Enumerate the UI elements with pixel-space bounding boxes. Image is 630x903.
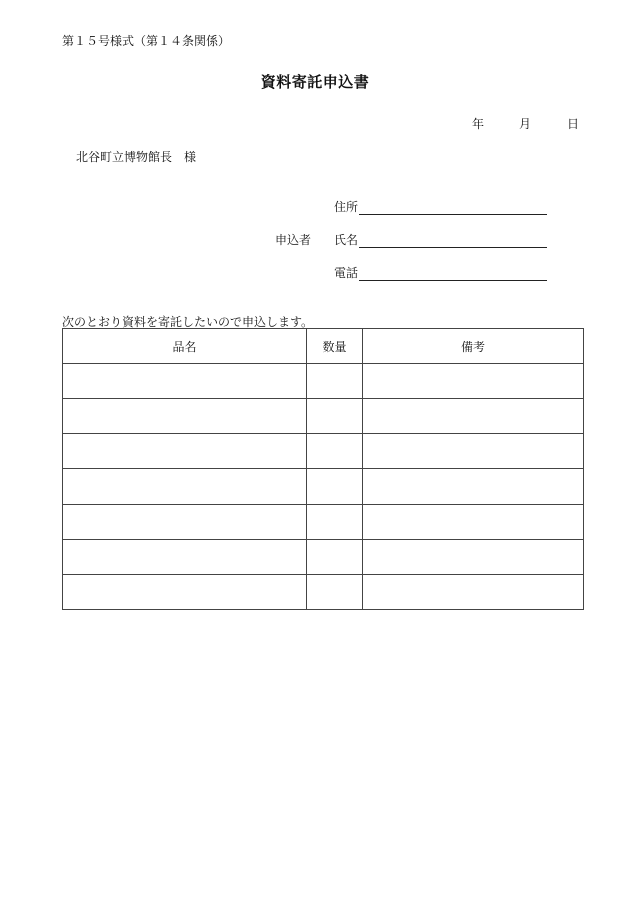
table-header-row [63,329,584,364]
items-table [62,328,584,610]
address-line[interactable] [359,202,547,215]
table-row [63,469,584,504]
applicant-label: 申込者 [275,233,312,247]
document-title: 資料寄託申込書 [260,73,370,91]
addressee: 北谷町立博物館長 様 [76,150,197,164]
quantity-cell[interactable] [307,434,363,469]
name-label: 氏名 [334,233,359,247]
address-label: 住所 [334,200,359,214]
name-field [334,231,547,248]
remarks-cell[interactable] [363,504,584,539]
date-month-label: 月 [519,117,532,131]
header-remarks: 備考 [363,329,584,364]
quantity-cell[interactable] [307,539,363,574]
remarks-cell[interactable] [363,364,584,399]
quantity-cell[interactable] [307,469,363,504]
remarks-cell[interactable] [363,539,584,574]
item-name-cell[interactable] [63,574,307,609]
address-field [334,198,547,215]
date-year-label: 年 [472,117,485,131]
table-row [63,504,584,539]
table-row [63,364,584,399]
remarks-cell[interactable] [363,399,584,434]
remarks-cell[interactable] [363,469,584,504]
item-name-cell[interactable] [63,364,307,399]
table-row [63,539,584,574]
remarks-cell[interactable] [363,434,584,469]
intro-text: 次のとおり資料を寄託したいので申込します。 [62,315,314,329]
date-day-label: 日 [567,117,580,131]
table-row [63,434,584,469]
table-row [63,399,584,434]
quantity-cell[interactable] [307,364,363,399]
form-number: 第１５号様式（第１４条関係） [62,34,231,48]
table-row [63,574,584,609]
quantity-cell[interactable] [307,574,363,609]
item-name-cell[interactable] [63,434,307,469]
header-quantity: 数量 [307,329,363,364]
item-name-cell[interactable] [63,469,307,504]
phone-field [334,264,547,281]
phone-line[interactable] [359,268,547,281]
remarks-cell[interactable] [363,574,584,609]
item-name-cell[interactable] [63,504,307,539]
quantity-cell[interactable] [307,399,363,434]
item-name-cell[interactable] [63,399,307,434]
item-name-cell[interactable] [63,539,307,574]
quantity-cell[interactable] [307,504,363,539]
phone-label: 電話 [334,266,359,280]
name-line[interactable] [359,235,547,248]
header-item-name: 品名 [63,329,307,364]
